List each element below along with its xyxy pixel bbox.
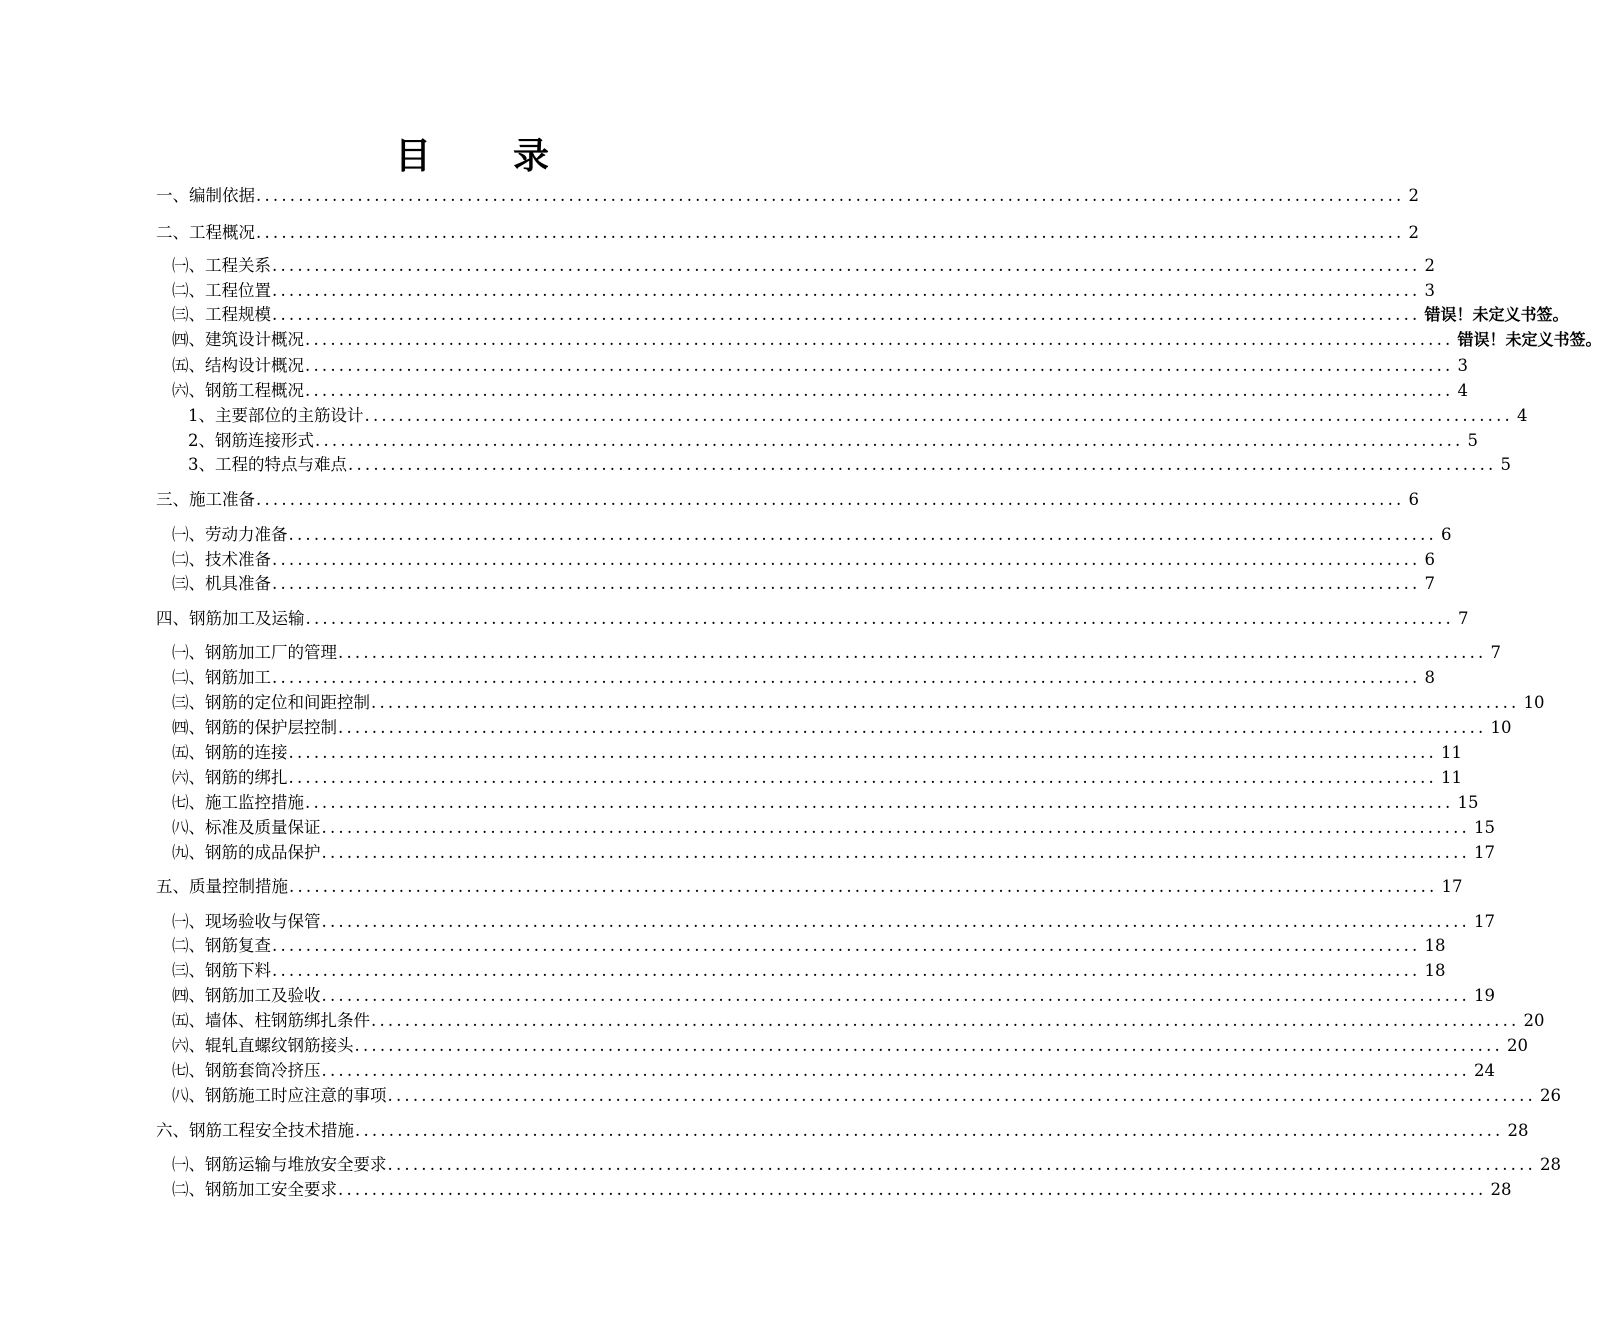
toc-page-number: 18	[1424, 961, 1446, 980]
toc-leader-dots: ........................................................................................................................................	[321, 986, 1471, 1005]
toc-page-number: 26	[1540, 1086, 1562, 1105]
toc-entry[interactable]	[172, 984, 1496, 1008]
toc-leader-dots: ........................................................................................................................................	[387, 1086, 1537, 1105]
toc-page-number: 6	[1424, 550, 1436, 569]
toc-entry-label: ㈤、钢筋的连接	[172, 743, 288, 762]
toc-entry-label: ㈡、钢筋加工	[172, 668, 271, 687]
toc-entry[interactable]	[172, 934, 1446, 958]
toc-entry[interactable]	[172, 1178, 1512, 1202]
toc-leader-dots: ........................................................................................................................................	[305, 330, 1454, 349]
toc-entry-label: 3、工程的特点与难点	[188, 455, 347, 474]
toc-entry-label: ㈦、钢筋套筒冷挤压	[172, 1061, 321, 1080]
toc-page-number: 8	[1424, 668, 1436, 687]
toc-entry[interactable]	[172, 354, 1469, 378]
toc-page-number: 20	[1523, 1011, 1545, 1030]
toc-entry-label: ㈢、工程规模	[172, 305, 271, 324]
toc-title	[0, 128, 950, 179]
toc-entry-label: ㈤、结构设计概况	[172, 356, 304, 375]
toc-entry[interactable]	[156, 184, 1420, 208]
toc-page-number: 2	[1408, 186, 1420, 205]
toc-page-number: 6	[1408, 490, 1420, 509]
toc-entry[interactable]	[172, 641, 1502, 665]
toc-page-number: 2	[1424, 256, 1436, 275]
toc-entry-label: 五、质量控制措施	[156, 877, 288, 896]
toc-page-number: 17	[1474, 912, 1496, 931]
toc-entry-label: ㈢、钢筋的定位和间距控制	[172, 693, 370, 712]
toc-page-number: 6	[1441, 525, 1452, 544]
toc-entry-label: ㈠、钢筋运输与堆放安全要求	[172, 1155, 387, 1174]
toc-entry[interactable]	[172, 791, 1479, 815]
toc-leader-dots: ........................................................................................................................................	[288, 525, 1438, 544]
toc-leader-dots: ........................................................................................................................................	[305, 381, 1454, 400]
toc-entry[interactable]	[172, 279, 1436, 303]
toc-entry-label: ㈡、钢筋加工安全要求	[172, 1180, 337, 1199]
toc-leader-dots: ........................................................................................................................................	[348, 455, 1497, 474]
toc-leader-dots: ........................................................................................................................................	[338, 1180, 1487, 1199]
toc-leader-dots: ........................................................................................................................................	[355, 1121, 1504, 1140]
toc-leader-dots: ........................................................................................................................................	[305, 609, 1455, 628]
toc-leader-dots: ........................................................................................................................................	[272, 550, 1421, 569]
toc-entry-label: ㈥、钢筋工程概况	[172, 381, 304, 400]
toc-entry[interactable]	[188, 429, 1479, 453]
toc-page-number: 15	[1457, 793, 1479, 812]
toc-page-number: 10	[1523, 693, 1545, 712]
toc-entry[interactable]	[156, 875, 1463, 899]
toc-page-number: 17	[1441, 877, 1463, 896]
toc-entry-label: ㈧、标准及质量保证	[172, 818, 321, 837]
toc-page-number: 28	[1540, 1155, 1562, 1174]
toc-page-number: 4	[1517, 406, 1528, 425]
toc-entry-label: ㈦、施工监控措施	[172, 793, 304, 812]
toc-entry-label: ㈥、钢筋的绑扎	[172, 768, 288, 787]
toc-entry[interactable]	[172, 959, 1446, 983]
toc-page-number: 7	[1458, 609, 1469, 628]
toc-leader-dots: ........................................................................................................................................	[321, 843, 1471, 862]
toc-entry-label: 六、钢筋工程安全技术措施	[156, 1121, 354, 1140]
toc-title-char: 目	[394, 136, 437, 177]
toc-entry[interactable]	[172, 741, 1463, 765]
toc-page-number: 19	[1474, 986, 1496, 1005]
toc-entry[interactable]	[172, 379, 1469, 403]
toc-entry-label: 2、钢筋连接形式	[188, 431, 314, 450]
toc-leader-dots: ........................................................................................................................................	[354, 1036, 1504, 1055]
toc-entry[interactable]	[156, 607, 1469, 631]
toc-entry-label: 一、编制依据	[156, 186, 255, 205]
toc-leader-dots: ........................................................................................................................................	[305, 793, 1454, 812]
toc-page-number: 7	[1424, 574, 1436, 593]
toc-entry[interactable]	[172, 303, 1569, 327]
toc-leader-dots: ........................................................................................................................................	[256, 186, 1405, 205]
toc-leader-dots: ........................................................................................................................................	[387, 1155, 1537, 1174]
toc-leader-dots: ........................................................................................................................................	[256, 490, 1405, 509]
toc-entry-label: 二、工程概况	[156, 223, 255, 242]
toc-leader-dots: ........................................................................................................................................	[371, 1011, 1520, 1030]
toc-entry-label: ㈡、技术准备	[172, 550, 271, 569]
toc-page-error: 错误！未定义书签。	[1457, 330, 1602, 349]
toc-entry[interactable]	[172, 1084, 1562, 1108]
toc-page-number: 5	[1500, 455, 1512, 474]
toc-leader-dots: ........................................................................................................................................	[321, 818, 1471, 837]
toc-page-number: 17	[1474, 843, 1496, 862]
toc-page-number: 24	[1474, 1061, 1496, 1080]
toc-leader-dots: ........................................................................................................................................	[272, 256, 1421, 275]
toc-entry[interactable]	[172, 328, 1602, 352]
toc-entry[interactable]	[172, 523, 1452, 547]
toc-entry[interactable]	[172, 1059, 1496, 1083]
toc-page-number: 4	[1457, 381, 1469, 400]
toc-page-number: 7	[1490, 643, 1502, 662]
toc-entry[interactable]	[156, 1119, 1529, 1143]
toc-page-number: 18	[1424, 936, 1446, 955]
toc-page-number: 2	[1408, 223, 1420, 242]
toc-entry-label: ㈠、现场验收与保管	[172, 912, 321, 931]
toc-page-number: 3	[1457, 356, 1469, 375]
toc-leader-dots: ........................................................................................................................................	[305, 356, 1454, 375]
toc-leader-dots: ........................................................................................................................................	[289, 877, 1438, 896]
toc-leader-dots: ........................................................................................................................................	[272, 936, 1421, 955]
toc-page-number: 28	[1490, 1180, 1512, 1199]
toc-entry-label: ㈣、建筑设计概况	[172, 330, 304, 349]
toc-entry-label: ㈧、钢筋施工时应注意的事项	[172, 1086, 387, 1105]
toc-page-number: 10	[1490, 718, 1512, 737]
toc-entry-label: ㈤、墙体、柱钢筋绑扎条件	[172, 1011, 370, 1030]
toc-entry[interactable]	[188, 404, 1528, 428]
toc-entry[interactable]	[156, 221, 1420, 245]
toc-entry-label: 1、主要部位的主筋设计	[188, 406, 364, 425]
toc-entry[interactable]	[172, 666, 1436, 690]
toc-leader-dots: ........................................................................................................................................	[288, 743, 1438, 762]
toc-entry[interactable]	[172, 1153, 1562, 1177]
toc-leader-dots: ........................................................................................................................................	[321, 912, 1471, 931]
toc-leader-dots: ........................................................................................................................................	[315, 431, 1464, 450]
toc-entry-label: ㈠、工程关系	[172, 256, 271, 275]
toc-entry-label: ㈢、钢筋下料	[172, 961, 271, 980]
toc-page-number: 11	[1441, 768, 1463, 787]
toc-entry-label: ㈡、工程位置	[172, 281, 271, 300]
toc-entry[interactable]	[172, 910, 1496, 934]
toc-entry[interactable]	[172, 1034, 1529, 1058]
toc-entry-label: 四、钢筋加工及运输	[156, 609, 305, 628]
toc-entry[interactable]	[172, 841, 1496, 865]
toc-leader-dots: ........................................................................................................................................	[272, 668, 1421, 687]
toc-entry-label: ㈣、钢筋加工及验收	[172, 986, 321, 1005]
toc-entry[interactable]	[172, 1009, 1545, 1033]
toc-leader-dots: ........................................................................................................................................	[371, 693, 1520, 712]
toc-entry[interactable]	[172, 691, 1545, 715]
toc-leader-dots: ........................................................................................................................................	[272, 305, 1421, 324]
toc-entry[interactable]	[172, 766, 1463, 790]
toc-entry[interactable]	[172, 548, 1436, 572]
toc-entry[interactable]	[188, 453, 1512, 477]
toc-entry-label: ㈠、钢筋加工厂的管理	[172, 643, 337, 662]
toc-leader-dots: ........................................................................................................................................	[321, 1061, 1471, 1080]
toc-entry[interactable]	[172, 716, 1512, 740]
toc-entry-label: ㈢、机具准备	[172, 574, 271, 593]
toc-page-number: 20	[1507, 1036, 1529, 1055]
toc-entry-label: ㈥、辊轧直螺纹钢筋接头	[172, 1036, 354, 1055]
toc-page-error: 错误！未定义书签。	[1424, 305, 1569, 324]
toc-page-number: 5	[1467, 431, 1479, 450]
toc-entry-label: 三、施工准备	[156, 490, 255, 509]
toc-title-char: 录	[513, 136, 556, 177]
toc-page-number: 11	[1441, 743, 1463, 762]
toc-leader-dots: ........................................................................................................................................	[272, 961, 1421, 980]
toc-leader-dots: ........................................................................................................................................	[256, 223, 1405, 242]
toc-page-number: 28	[1507, 1121, 1529, 1140]
toc-leader-dots: ........................................................................................................................................	[272, 574, 1421, 593]
toc-leader-dots: ........................................................................................................................................	[288, 768, 1438, 787]
toc-leader-dots: ........................................................................................................................................	[338, 643, 1487, 662]
toc-entry[interactable]	[172, 572, 1436, 596]
toc-leader-dots: ........................................................................................................................................	[272, 281, 1421, 300]
toc-entry[interactable]	[172, 254, 1436, 278]
toc-leader-dots: ........................................................................................................................................	[338, 718, 1487, 737]
toc-page-number: 3	[1424, 281, 1436, 300]
toc-entry-label: ㈨、钢筋的成品保护	[172, 843, 321, 862]
toc-entry[interactable]	[156, 488, 1420, 512]
toc-entry[interactable]	[172, 816, 1496, 840]
toc-page-number: 15	[1474, 818, 1496, 837]
toc-entry-label: ㈠、劳动力准备	[172, 525, 288, 544]
toc-entry-label: ㈡、钢筋复查	[172, 936, 271, 955]
toc-leader-dots: ........................................................................................................................................	[364, 406, 1514, 425]
toc-entry-label: ㈣、钢筋的保护层控制	[172, 718, 337, 737]
